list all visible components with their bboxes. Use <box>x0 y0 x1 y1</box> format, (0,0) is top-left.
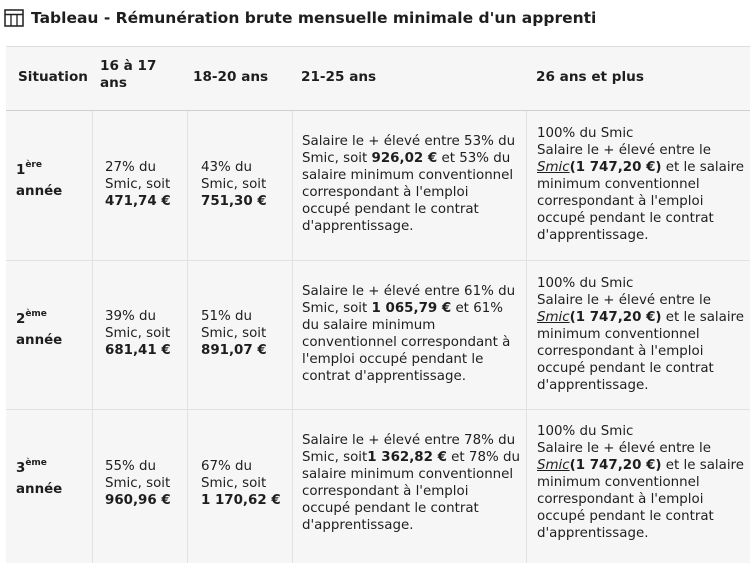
age-21-25-cell <box>292 410 526 563</box>
rate-21-25: Salaire le + élevé entre 53% du Smic, soit 926,02 € et 53% du salaire minimum conventionnel correspondant à l'emploi occupé pendant le contrat d'apprentissage. <box>302 134 516 234</box>
age-16-17-cell <box>92 261 187 409</box>
smic-link[interactable]: Smic <box>537 458 570 473</box>
table-row <box>6 261 750 410</box>
header-26-plus: 26 ans et plus <box>536 69 644 85</box>
rate-26-plus: 100% du Smic Salaire le + élevé entre le Smic(1 747,20 €) et le salaire minimum conventionnel correspondant à l'emploi occupé pendant le contrat d'apprentissage. <box>537 424 745 541</box>
rate-21-25: Salaire le + élevé entre 78% du Smic, soit1 362,82 € et 78% du salaire minimum conventionnel correspondant à l'emploi occupé pendant le contrat d'apprentissage. <box>302 433 520 533</box>
age-16-17-cell <box>92 410 187 563</box>
age-26-plus-cell <box>526 410 750 563</box>
rate-16-17: 55% du Smic, soit 960,96 € <box>105 458 185 509</box>
header-26-plus-cell <box>526 47 750 110</box>
age-26-plus-cell <box>526 111 750 260</box>
smic-link[interactable]: Smic <box>537 160 570 175</box>
situation-cell <box>6 111 92 260</box>
situation-label: 1ère année <box>16 160 63 199</box>
situation-cell <box>6 261 92 409</box>
rate-18-20: 43% du Smic, soit 751,30 € <box>201 159 291 210</box>
table-row <box>6 111 750 261</box>
header-21-25-cell <box>292 47 526 110</box>
age-18-20-cell <box>187 410 292 563</box>
header-situation-cell <box>6 47 92 110</box>
header-21-25: 21-25 ans <box>301 69 377 85</box>
rate-26-plus: 100% du Smic Salaire le + élevé entre le Smic(1 747,20 €) et le salaire minimum conventionnel correspondant à l'emploi occupé pendant le contrat d'apprentissage. <box>537 276 745 393</box>
age-21-25-cell <box>292 111 526 260</box>
smic-link[interactable]: Smic <box>537 310 570 325</box>
rate-18-20: 51% du Smic, soit 891,07 € <box>201 308 291 359</box>
situation-cell <box>6 410 92 563</box>
amount-18-20: 891,07 € <box>201 343 267 358</box>
age-18-20-cell <box>187 111 292 260</box>
header-16-17: 16 à 17 ans <box>100 58 157 91</box>
amount-18-20: 1 170,62 € <box>201 493 281 508</box>
age-16-17-cell <box>92 111 187 260</box>
rate-21-25: Salaire le + élevé entre 61% du Smic, soit 1 065,79 € et 61% du salaire minimum conventionnel correspondant à l'emploi occupé pendant le contrat d'apprentissage. <box>302 284 516 384</box>
rate-26-plus: 100% du Smic Salaire le + élevé entre le Smic(1 747,20 €) et le salaire minimum conventionnel correspondant à l'emploi occupé pendant le contrat d'apprentissage. <box>537 126 745 243</box>
situation-label: 2ème année <box>16 309 63 348</box>
header-18-20: 18-20 ans <box>193 69 269 85</box>
rate-18-20: 67% du Smic, soit 1 170,62 € <box>201 458 291 509</box>
situation-label: 3ème année <box>16 458 63 497</box>
rate-16-17: 27% du Smic, soit 471,74 € <box>105 159 185 210</box>
table-header-row <box>6 47 750 111</box>
amount-16-17: 681,41 € <box>105 343 171 358</box>
table-row <box>6 410 750 563</box>
age-18-20-cell <box>187 261 292 409</box>
table-title: Tableau - Rémunération brute mensuelle minimale d'un apprenti <box>31 9 597 27</box>
table-icon <box>4 9 24 27</box>
amount-16-17: 960,96 € <box>105 493 171 508</box>
table-title-bar <box>4 6 596 30</box>
header-18-20-cell <box>187 47 292 110</box>
amount-16-17: 471,74 € <box>105 194 171 209</box>
rate-16-17: 39% du Smic, soit 681,41 € <box>105 308 185 359</box>
remuneration-table <box>6 46 750 563</box>
header-16-17-cell <box>92 47 187 110</box>
age-21-25-cell <box>292 261 526 409</box>
amount-18-20: 751,30 € <box>201 194 267 209</box>
header-situation: Situation <box>18 69 88 85</box>
age-26-plus-cell <box>526 261 750 409</box>
